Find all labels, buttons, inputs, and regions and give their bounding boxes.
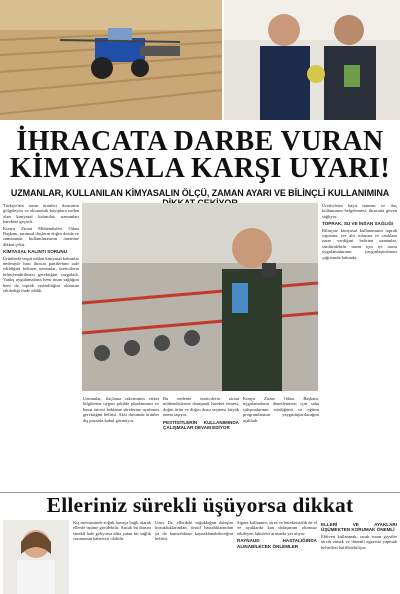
second-article-column-4 [321,520,397,594]
second-article-column-2 [155,520,233,594]
article-column-5 [322,203,397,488]
paragraph: Sigara kullanımı, stres ve hareketsizlik de el ve ayaklarda kan dolaşımını olumsuz etkileyen faktörler arasında yer alıyor. [237,520,317,536]
paragraph: Ürünlerde tespit edilen kimyasal kalıntılar nedeniyle bazı ihracat partilerinin iade edildiğini belirten uzmanlar, üreticilerin bilinçlendirilmesi gerektiğini vurguladı. Yanlış uygulamaların hem insan sağlığını hem de toprak verimliliğini olumsuz etkilediği ifade edildi. [3,255,79,294]
article-column-3 [163,396,239,489]
main-headline [0,128,400,182]
section-heading: KİMYASAL KALINTI SORUNU [3,249,68,255]
paragraph: Uzm. Dr., ellerdeki soğukluğun dolaşım bozukluklarından, tiroid hastalıklarından ya da kansızlıktan kaynaklanabileceğini belirtti. [155,520,233,542]
experts-photo [224,0,400,120]
section-heading: RAYNAUD HASTALIĞINDA ALINABİLECEK ÖNLEMLER [237,538,317,549]
article-column-4 [243,396,319,489]
doctor-portrait-photo [3,520,69,594]
headline-line-1: İHRACATA DARBE VURAN [16,126,384,157]
paragraph: Kış mevsiminde soğuk havaya bağlı olarak ellerde üşüme görülebilir. Ancak bu durum sürekli hale geliyorsa altta yatan bir sağlık sorununun habercisi olabilir. [73,520,151,542]
subheadline: UZMANLAR, KULLANILAN KİMYASALIN ÖLÇÜ, ZAMAN AYARI VE BİLİNÇLİ KULLANIMINA [10,188,390,198]
tractor-field-photo [0,0,222,120]
headline-line-2: KİMYASALA KARŞI UYARI! [9,153,391,184]
article-column-2 [83,396,159,489]
paragraph: Konya Ziraat Mühendisleri Odası Başkanı, tarımsal ilaçların doğru dozda ve zamanında kullanılmasının önemine dikkat çekti. [3,225,79,247]
article-column-1 [3,203,79,488]
paragraph: Bu nedenle üreticilerin ziraat mühendislerine danışarak hareket etmesi, doğru ürün ve doğru dozu seçmesi büyük önem taşıyor. [163,396,239,418]
section-heading: TOPRAK, SU VE İNSAN SAĞLIĞI [322,221,394,227]
second-article-column-3 [237,520,317,594]
second-article-column-1 [73,520,151,594]
section-heading: ELLERİ VE AYAKLARI ÜŞÜMEKTEN KORUMAK ÖNEMLİ [321,522,397,533]
paragraph: Bilinçsiz kimyasal kullanımının toprak yapısına, yer altı sularına ve canlılara zarar verdiğini belirten uzmanlar, sürdürülebilir tarım için iyi tarım uygulamalarının yaygınlaştırılması çağrısında bulundu. [322,227,397,260]
section-heading: PESTİSİTLERİN KULLANIMINDA ÇALIŞMALAR DEVAM EDİYOR [163,419,239,431]
farmer-spraying-photo [82,203,318,391]
paragraph: Üreticilerin kayıt tutması ve ilaç kullanımını belgelemesi, ihracatta güven sağlıyor. [322,203,397,219]
paragraph: Türkiye'nin tarım ürünleri ihracatını gölgeleyen ve ekonomik kayıplara neden olan kimyasal kalıntılar, uzmanları harekete geçirdi. [3,203,79,225]
paragraph: Uzmanlar, ilaçlama takviminin etiket bilgilerine uygun şekilde planlanması ve hasat öncesi bekleme sürelerine uyulması gerektiğini belirtti. Aksi durumda ürünler dış pazarda kabul görmüyor. [83,396,159,423]
paragraph: Eldiven kullanmak, sıcak tutan giysiler tercih etmek ve düzenli egzersiz yapmak belirtileri hafifletebiliyor. [321,533,397,550]
paragraph: Konya Ziraat Odası Başkanı, uygulamaların denetlenmesi için saha çalışmalarının sürdüğünü ve eğitim programlarının yaygınlaştırılacağını açıkladı. [243,396,319,423]
second-headline: Elleriniz sürekli üşüyorsa dikkat [46,493,354,517]
